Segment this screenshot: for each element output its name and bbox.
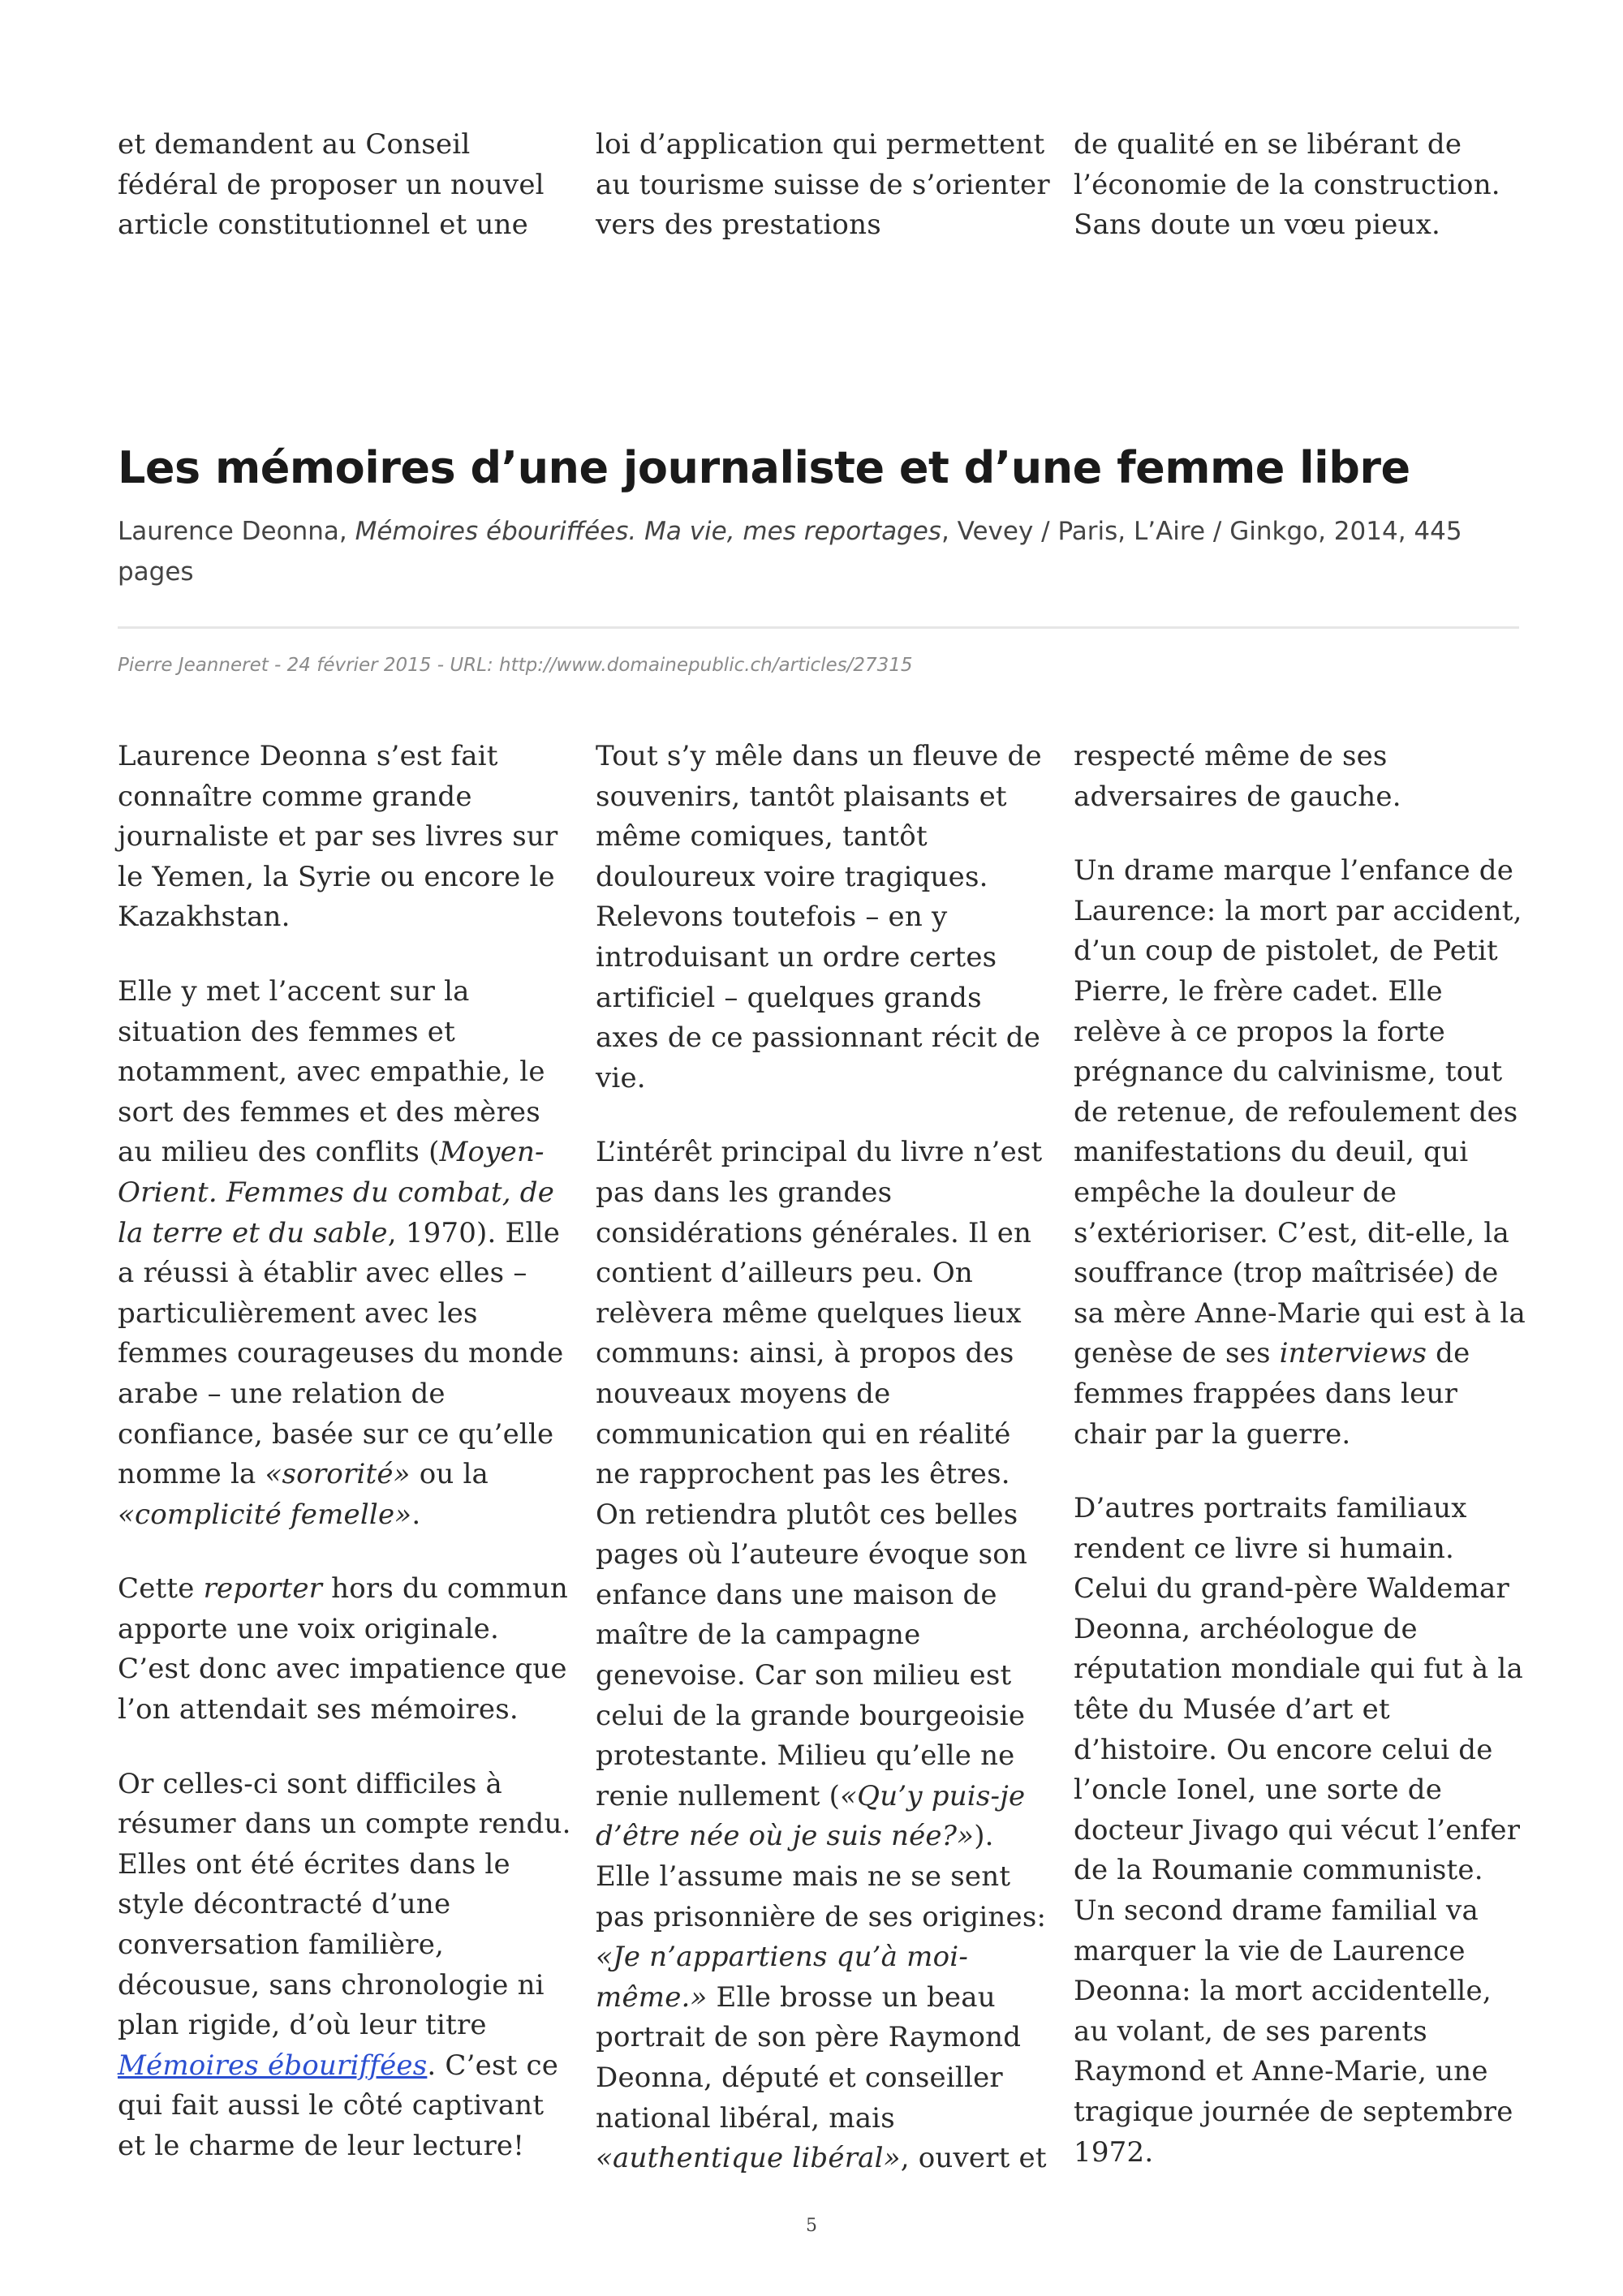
paragraph: L’intérêt principal du livre n’est pas dans les grandes considérations générales. Il en contient d’ailleurs peu. On relèvera même quelques lieux communs: ainsi, à propos des nouveaux moyens de communication qui en réalité ne rapprochent pas les êtres. On retiendra plutôt ces belles pages où l’auteure évoque son enfance dans une maison de maître de la campagne genevoise. Car son milieu est celui de la grande bourgeoisie protestante. Milieu qu’elle ne renie nullement («Qu’y puis-je d’être née où je suis née?»). Elle l’assume mais ne se sent pas prisonnière de ses origines: «Je n’appartiens qu’à moi-même.» Elle brosse un beau portrait de son père Raymond Deonna, député et conseiller national libéral, mais «authentique libéral», ouvert et: [596, 1136, 1047, 2175]
subtitle-publication: , Vevey / Paris, L’Aire / Ginkgo, 2014, 445 pages: [118, 517, 1462, 587]
paragraph: loi d’application qui permettent au tourisme suisse de s’orienter vers des prestations: [596, 128, 1050, 242]
paragraph: de qualité en se libérant de l’économie de la construction. Sans doute un vœu pieux.: [1074, 128, 1500, 242]
article-column-2: [596, 737, 1050, 2213]
previous-article-column-3: [1074, 125, 1528, 246]
quote-emphasis: «Je n’appartiens qu’à moi-même.»: [596, 1941, 969, 2014]
paragraph: et demandent au Conseil fédéral de proposer un nouvel article constitutionnel et une: [118, 128, 545, 242]
book-title-link[interactable]: Mémoires ébouriffées: [118, 2049, 428, 2082]
subtitle-book-title: Mémoires ébouriffées. Ma vie, mes reportages: [355, 517, 941, 546]
book-title-emphasis: Moyen-Orient. Femmes du combat, de la terre et du sable: [118, 1136, 555, 1249]
article-column-3: [1074, 737, 1528, 2207]
word-emphasis: reporter: [203, 1572, 323, 1606]
paragraph: Laurence Deonna s’est fait connaître comme grande journaliste et par ses livres sur le Yemen, la Syrie ou encore le Kazakhstan.: [118, 740, 558, 934]
previous-article-column-2: [596, 125, 1050, 246]
article-subtitle: [118, 511, 1489, 592]
paragraph: D’autres portraits familiaux rendent ce livre si humain. Celui du grand-père Waldemar Deonna, archéologue de réputation mondiale qui fut à la tête du Musée d’art et d’histoire. Ou encore celui de l’oncle Ionel, une sorte de docteur Jivago qui vécut l’enfer de la Roumanie communiste. Un second drame familial va marquer la vie de Laurence Deonna: la mort accidentelle, au volant, de ses parents Raymond et Anne-Marie, une tragique journée de septembre 1972.: [1074, 1492, 1523, 2169]
header-divider: [118, 626, 1519, 629]
paragraph: Or celles-ci sont difficiles à résumer dans un compte rendu. Elles ont été écrites dans le style décontracté d’une conversation familière, décousue, sans chronologie ni plan rigide, d’où leur titre Mémoires ébouriffées. C’est ce qui fait aussi le côté captivant et le charme de leur lecture!: [118, 1767, 571, 2162]
quote-emphasis: «authentique libéral»: [596, 2142, 901, 2175]
paragraph: respecté même de ses adversaires de gauche.: [1074, 740, 1401, 813]
paragraph: Un drame marque l’enfance de Laurence: la mort par accident, d’un coup de pistolet, de Petit Pierre, le frère cadet. Elle relève à ce propos la forte prégnance du calvinisme, tout de retenue, de refoulement des manifestations du deuil, qui empêche la douleur de s’extérioriser. C’est, dit-elle, la souffrance (trop maîtrisée) de sa mère Anne-Marie qui est à la genèse de ses interviews de femmes frappées dans leur chair par la guerre.: [1074, 854, 1526, 1451]
page-number: 5: [806, 2216, 817, 2236]
article-title: Les mémoires d’une journaliste et d’une femme libre: [118, 442, 1410, 493]
paragraph: Elle y met l’accent sur la situation des femmes et notamment, avec empathie, le sort des femmes et des mères au milieu des conflits (Moyen-Orient. Femmes du combat, de la terre et du sable, 1970). Elle a réussi à établir avec elles – particulièrement avec les femmes courageuses du monde arabe – une relation de confiance, basée sur ce qu’elle nomme la «sororité» ou la «complicité femelle».: [118, 974, 564, 1531]
article-column-1: [118, 737, 572, 2201]
subtitle-author: Laurence Deonna,: [118, 517, 355, 546]
word-emphasis: interviews: [1279, 1337, 1427, 1370]
previous-article-column-1: [118, 125, 572, 246]
quote-emphasis: «Qu’y puis-je d’être née où je suis née?»: [596, 1779, 1026, 1853]
quote-emphasis: «complicité femelle»: [118, 1498, 412, 1531]
article-meta: Pierre Jeanneret - 24 février 2015 - URL: http://www.domainepublic.ch/articles/27315: [118, 655, 913, 676]
paragraph: Tout s’y mêle dans un fleuve de souvenirs, tantôt plaisants et même comiques, tantôt douloureux voire tragiques. Relevons toutefois – en y introduisant un ordre certes artificiel – quelques grands axes de ce passionnant récit de vie.: [596, 740, 1042, 1094]
paragraph: Cette reporter hors du commun apporte une voix originale. C’est donc avec impatience que l’on attendait ses mémoires.: [118, 1572, 569, 1726]
quote-emphasis: «sororité»: [265, 1458, 411, 1491]
